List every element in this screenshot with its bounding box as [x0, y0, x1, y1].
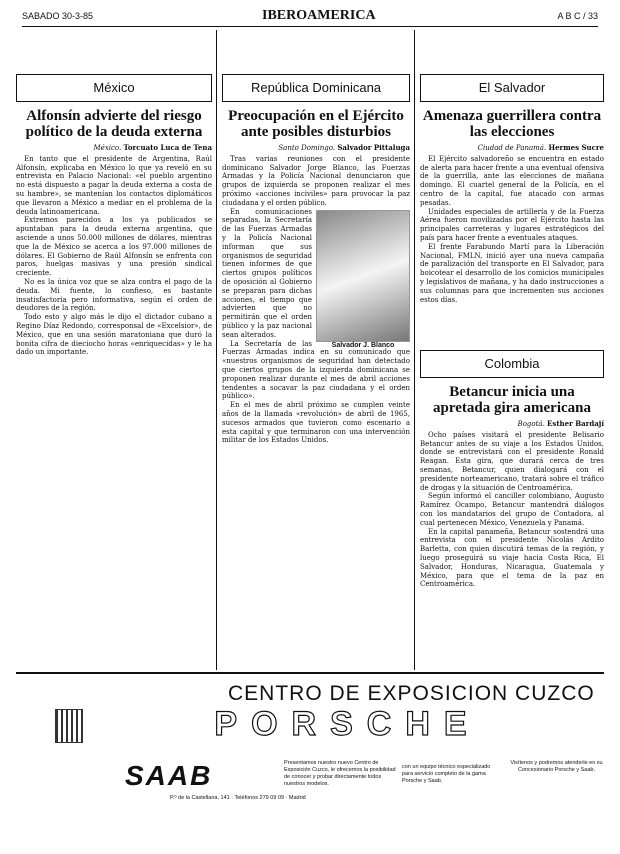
ad-blurb-visit: Visítenos y podremos atenderle en su Concesionario Porsche y Saab.: [510, 760, 603, 773]
blanco-photo: [316, 210, 410, 349]
porsche-logo: PORSCHE: [214, 705, 481, 743]
mexico-article: [16, 74, 212, 357]
colombia-body: Ocho países visitará el presidente Belisario Betancur antes de su viaje a los Estados Unidos, donde se entrevistará con el presidente Ronald Reagan. Esta gira, que durará cerca de tres semanas, Betancur, quien dialogará con el presidente norteamericano, tratará sobre el tráfico de drogas y la situación de Centroamérica. Según informó el canciller colombiano, Augusto Ramírez Ocampo, Betancur mantendrá diálogos con los mandatarios del grupo de Contadora, al cual pertenecen México, Venezuela y Panamá. En la capital panameña, Betancur sostendrá una entrevista con el presidente Nicolás Ardito Barletta, con quien discutirá temas de la región, y luego proseguirá su viaje hacia Costa Rica, El Salvador, Honduras, Nicaragua, Guatemala y México, para que el tema de la paz en Centroamérica.: [420, 430, 604, 589]
colombia-tag: Colombia: [420, 350, 604, 378]
dominicana-body: Tras varias reuniones con el presidente dominicano Salvador Jorge Blanco, las Fuerzas Armadas y la Policía Nacional denunciaron que grupos de izquierda se proponen realizar el mes próximo «acciones inciviles» para provocar la paz ciudadana y el orden público. Salvador J. Blanco En comunicaciones separadas, la Secretaría de las Fuerzas Armadas y la Policía Nacional informan que sus organismos de seguridad tienen informes de que ciertos grupos políticos de oposición al Gobierno se preparan para dichas acciones, el tiempo que advierten que no permitirán que el orden público y la paz nacional sean alterados. La Secretaría de las Fuerzas Armadas indica en su comunicado que «nuestros organismos de seguridad han detectado que ciertos grupos de la izquierda dominicana se proponen realizar durante el mes de abril acciones tendentes a socavar la paz ciudadana y el orden público». En el mes de abril próximo se cumplen veinte años de la llamada «revolución» de abril de 1965, sucesos armados que tuvieron como escenario a esta capital y que terminaron con una intervención militar de los Estados Unidos.: [222, 154, 410, 445]
dominicana-article: [222, 74, 410, 445]
porsche-saab-advertisement: [125, 682, 605, 806]
salvador-byline: Ciudad de Panamá. Hermes Sucre: [477, 143, 604, 152]
section-divider: [16, 672, 604, 674]
ad-title: CENTRO DE EXPOSICION CUZCO: [228, 682, 595, 705]
mexico-tag: México: [16, 74, 212, 102]
photo-caption: Salvador J. Blanco: [331, 341, 395, 349]
section-title: IBEROAMERICA: [262, 8, 376, 23]
mexico-byline: México. Torcuato Luca de Tena: [93, 143, 212, 152]
colombia-byline: Bogotá. Esther Bardají: [517, 419, 604, 428]
saab-logo: SAAB: [125, 760, 213, 791]
dominicana-tag: República Dominicana: [222, 74, 410, 102]
salvador-tag: El Salvador: [420, 74, 604, 102]
page-header: [22, 8, 598, 27]
dominicana-byline: Santo Domingo. Salvador Pittaluga: [278, 143, 410, 152]
column-rule: [216, 30, 217, 670]
mexico-headline: Alfonsín advierte del riesgo político de la deuda externa: [25, 108, 203, 140]
mexico-body: En tanto que el presidente de Argentina, Raúl Alfonsín, explicaba en México lo que ya reveló en su entrevista en Palacio Nacional: «el pueblo argentino no está dispuesto a pagar la deuda externa a costa de su hambre», se mantenían los contactos diplomáticos que llevaron a México a mediar en el problema de la deuda latinoamericana. Extremos parecidos a los ya publicados se apuntaban para la deuda externa argentina, que asciende a unos 50.000 millones de dólares, mientras que la de México se acerca a los 97.000 millones de dólares. El Gobierno de Raúl Alfonsín se enfrenta con paros, huelgas masivas y una presión sindical creciente. No es la única voz que se alza contra el pago de la deuda. Mi fuente, lo confieso, es bastante insatisfactoria pero informativa, según el orden de deudores de la región. Todo esto y algo más le dijo el dictador cubano a Regino Díaz Redondo, corresponsal de «Excelsior», de México, que en una sesión maratoniana que duró la bonita cifra de dieciocho horas «enriquecidas» y le ha dado un importante.: [16, 154, 212, 357]
salvador-body: El Ejército salvadoreño se encuentra en estado de alerta para hacer frente a una eventual ofensiva de la guerrilla, ante las elecciones de mañana domingo. El cuartel general de la Policía, en el centro de la capital, fue atacado con armas pesadas. Unidades especiales de artillería y de la Fuerza Aérea fueron movilizadas por el Ejército hasta las principales carreteras y lugares estratégicos del país para hacer frente a eventuales ataques. El frente Farabundo Martí para la Liberación Nacional, FMLN, inició ayer una nueva campaña de paralización del transporte en El Salvador, para boicotear el desarrollo de los comicios municipales y legislativos de mañana, y ha dado instrucciones a sus columnas para que incrementen sus acciones estos días.: [420, 154, 604, 304]
porsche-crest-icon: [55, 709, 83, 743]
issue-date: SABADO 30-3-85: [22, 11, 94, 21]
dominicana-headline: Preocupación en el Ejército ante posibles disturbios: [228, 108, 404, 140]
page-number: A B C / 33: [557, 11, 598, 21]
salvador-article: [420, 74, 604, 304]
ad-address: P.º de la Castellana, 141 · Teléfonos 279 09 09 · Madrid: [170, 795, 306, 801]
salvador-headline: Amenaza guerrillera contra las elecciones: [422, 108, 602, 140]
colombia-headline: Betancur inicia una apretada gira americana: [432, 384, 592, 416]
ad-blurb-service: con un equipo técnico especializado para servicio completo de la gama Porsche y Saab.: [402, 764, 491, 784]
column-rule: [414, 30, 415, 670]
ad-blurb: Presentamos nuestro nuevo Centro de Exposición Cuzco, le ofrecemos la posibilidad de conocer y probar directamente todos nuestros modelos.: [284, 760, 396, 787]
colombia-article: [420, 350, 604, 589]
